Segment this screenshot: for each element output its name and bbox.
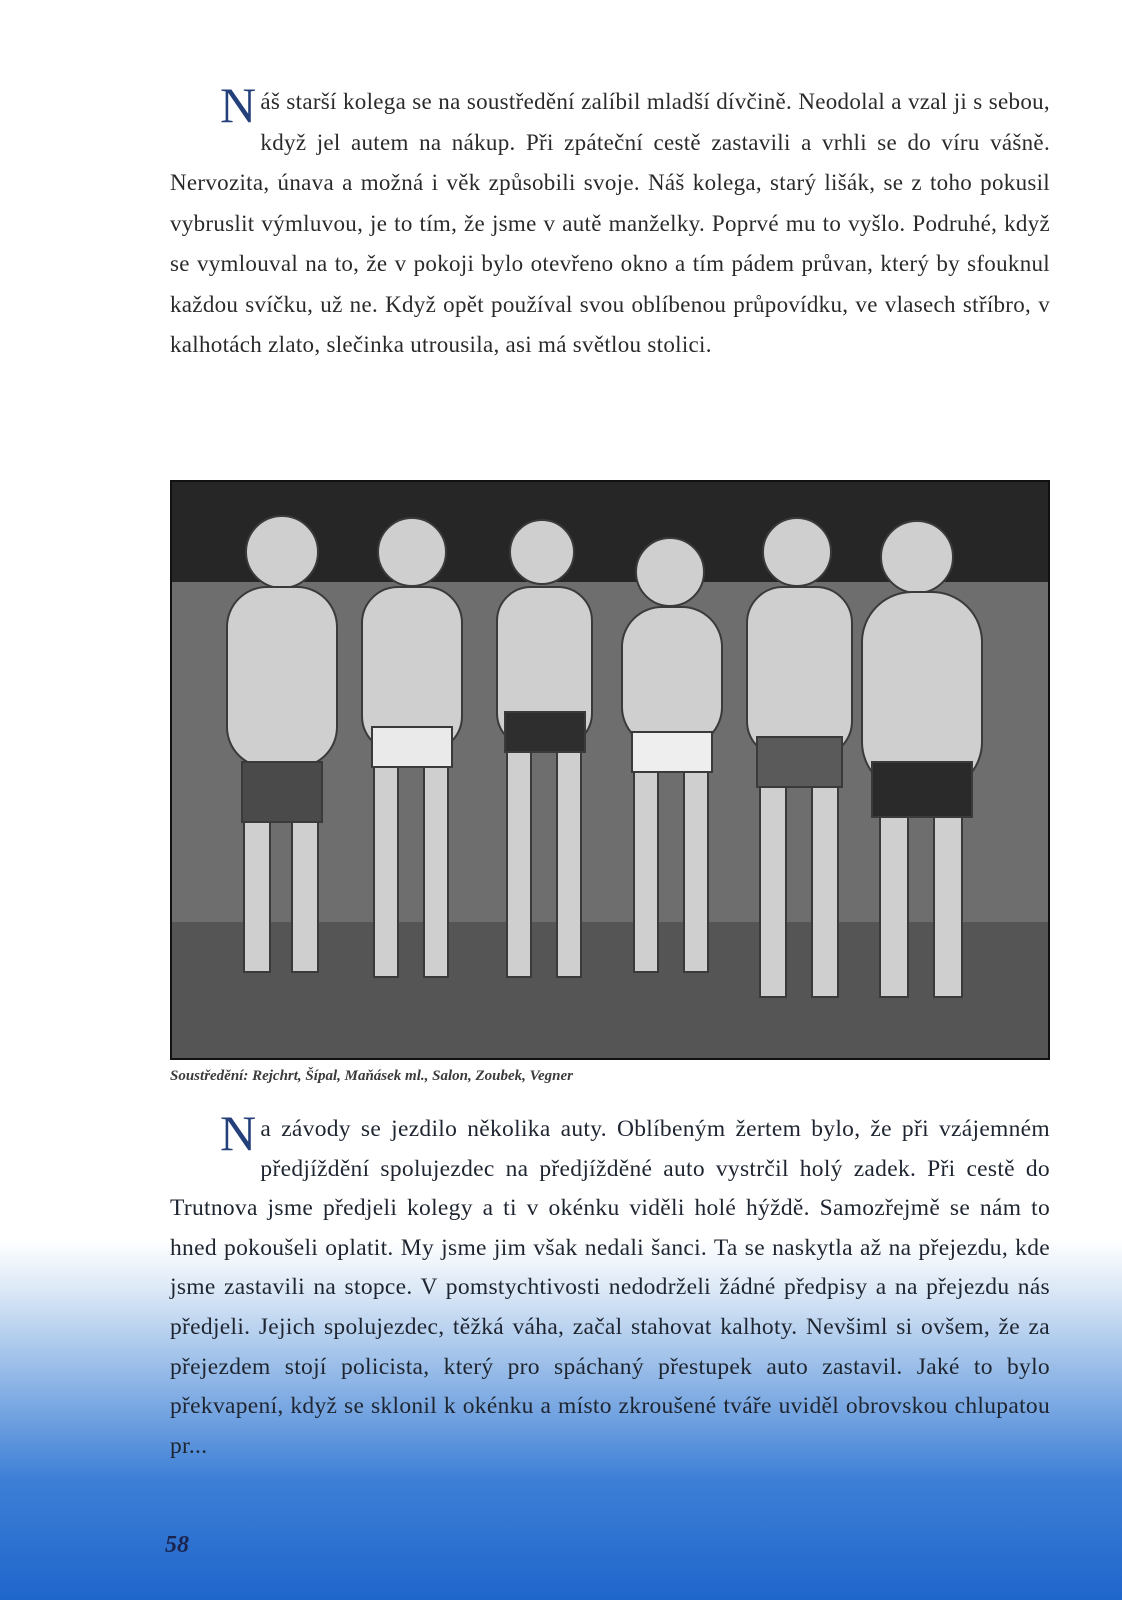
drop-cap-1: N (220, 77, 257, 133)
paragraph-2 (170, 1105, 1050, 1466)
paragraph-1-text: áš starší kolega se na soustředění zalíbil mladší dívčině. Neodolal a vzal ji s sebou, když jel autem na nákup. Při zpáteční cestě zastavili a vrhli se do víru vášně. Nervozita, únava a možná i věk způsobili svoje. Náš kolega, starý lišák, se z toho pokusil vybruslit výmluvou, je to tím, že jsme v autě manželky. Poprvé mu to vyšlo. Podruhé, když se vymlouval na to, že v pokoji bylo otevřeno okno a tím pádem průvan, který by sfouknul každou svíčku, už ne. Když opět používal svou oblíbenou průpovídku, ve vlasech stříbro, v kalhotách zlato, slečinka utrousila, asi má světlou stolici. (170, 89, 1050, 357)
page-number: 58 (165, 1532, 189, 1558)
group-photo (170, 480, 1050, 1060)
drop-cap-2: N (220, 1105, 257, 1161)
photo-caption: Soustředění: Rejchrt, Šípal, Maňásek ml., Salon, Zoubek, Vegner (170, 1068, 573, 1084)
photo-illustration (172, 482, 1048, 1058)
paragraph-2-text: a závody se jezdilo několika auty. Oblíbeným žertem bylo, že při vzájemném předjíždění spolujezdec na předjížděné auto vystrčil holý zadek. Při cestě do Trutnova jsme předjeli kolegy a ti v okénku viděli holé hýždě. Samozřejmě se nám to hned pokoušeli oplatit. My jsme jim však nedali šanci. Ta se naskytla až na přejezdu, kde jsme zastavili na stopce. V pomstychtivosti nedodrželi žádné předpisy a na přejezdu nás předjeli. Jejich spolujezdec, těžká váha, začal stahovat kalhoty. Nevšiml si ovšem, že za přejezdem stojí policista, který pro spáchaný přestupek auto zastavil. Jaké to bylo překvapení, když se sklonil k okénku a místo zkroušené tváře uviděl obrovskou chlupatou pr... (170, 1116, 1050, 1459)
paragraph-1 (170, 77, 1050, 366)
